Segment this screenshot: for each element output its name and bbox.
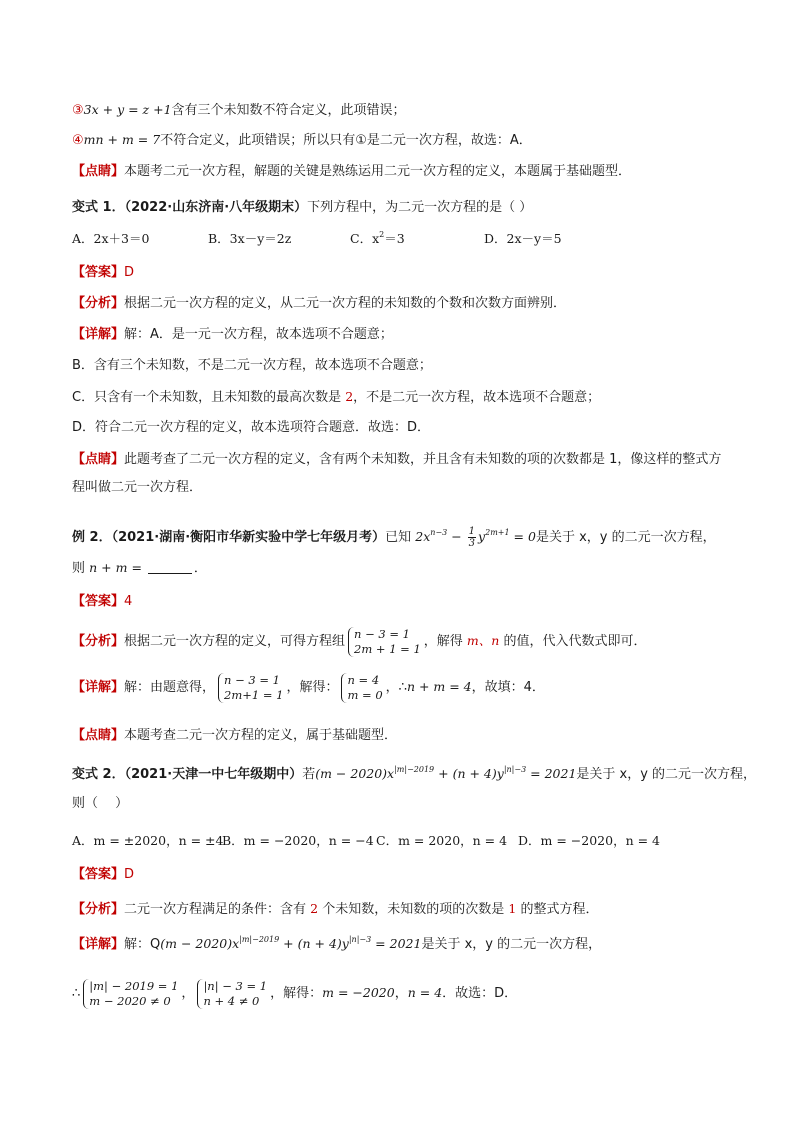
line-text: ． bbox=[193, 561, 207, 576]
comment-tag: 【点睛】 bbox=[72, 164, 125, 179]
detail-tag: 【详解】 bbox=[72, 327, 125, 342]
comment-line-2 bbox=[72, 446, 734, 502]
example-2-title: 例 2．（2021·湖南·衡阳市华新实验中学七年级月考） bbox=[72, 530, 386, 545]
equation-system: n − 3 = 1 2m+1 = 1 bbox=[218, 673, 283, 703]
answer-value: 4 bbox=[124, 594, 133, 609]
answer-value: D bbox=[124, 867, 135, 882]
option-b: B．m = −2020，n = −4 bbox=[222, 833, 374, 848]
comment-line bbox=[72, 160, 734, 184]
equation: $(m - 2020)x^{|m|-2019} + (n + 4)y^{|n|-3} = 2021$ bbox=[315, 765, 577, 781]
option-b: B．3x－y＝2z bbox=[208, 231, 292, 246]
item-number: ③ bbox=[72, 103, 84, 118]
answer-tag: 【答案】 bbox=[72, 594, 125, 609]
detail-text: ，不是二元一次方程，故本选项不合题意； bbox=[353, 390, 601, 405]
detail-text: ，故填：4． bbox=[471, 680, 545, 695]
variant-2-title: 变式 2．（2021·天津一中七年级期中） bbox=[72, 767, 303, 782]
equation-system: n − 3 = 1 2m + 1 = 1 bbox=[348, 627, 421, 657]
detail-text: ．故选：D． bbox=[442, 986, 518, 1001]
item-number: ④ bbox=[72, 133, 84, 148]
comment-text: 本题考查二元一次方程的定义，属于基础题型． bbox=[124, 728, 398, 743]
analysis-text: 的整式方程． bbox=[516, 902, 599, 917]
detail-text: 是关于 x，y 的二元一次方程， bbox=[421, 937, 602, 952]
variant-2-options bbox=[72, 829, 734, 853]
analysis-line bbox=[72, 292, 734, 316]
analysis-line-2 bbox=[72, 624, 734, 658]
detail-text: ， bbox=[394, 986, 408, 1001]
comment-line-3 bbox=[72, 724, 734, 748]
detail-line-2 bbox=[72, 670, 734, 704]
equation: m = −2020 bbox=[322, 985, 395, 1000]
detail-text: ， bbox=[181, 986, 195, 1001]
answer-line bbox=[72, 261, 734, 285]
option-d: D．2x－y＝5 bbox=[484, 231, 562, 246]
equation: $2x^{n-3}$ − $\frac{1}{3}$ $y^{2m+1} = 0$ bbox=[415, 526, 536, 549]
detail-text: 解：Q bbox=[124, 937, 161, 952]
analysis-text: 根据二元一次方程的定义，从二元一次方程的未知数的个数和次数方面辨别． bbox=[124, 296, 567, 311]
line-text: 则 bbox=[72, 561, 90, 576]
analysis-line-3 bbox=[72, 897, 734, 921]
degree-number: 1 bbox=[508, 901, 517, 916]
question-text: 已知 bbox=[385, 530, 416, 545]
detail-text: ，解得： bbox=[286, 680, 339, 695]
equation: $(m - 2020)x^{|m|-2019} + (n + 4)y^{|n|-3} = 2021$ bbox=[160, 935, 422, 951]
detail-line bbox=[72, 323, 734, 347]
detail-tag: 【详解】 bbox=[72, 680, 125, 695]
detail-text: C．只含有一个未知数，且未知数的最高次数是 bbox=[72, 390, 346, 405]
equation: n + m = bbox=[89, 560, 146, 575]
detail-line-d bbox=[72, 416, 734, 440]
detail-line-4 bbox=[72, 975, 734, 1011]
equation: mn + m = 7 bbox=[83, 132, 161, 147]
analysis-tag: 【分析】 bbox=[72, 902, 125, 917]
comment-tag: 【点睛】 bbox=[72, 452, 125, 467]
answer-value: D bbox=[124, 265, 135, 280]
detail-text: ，解得： bbox=[270, 986, 323, 1001]
solution-system: n = 4 m = 0 bbox=[341, 673, 382, 703]
variant-2-question bbox=[72, 760, 757, 788]
line-text: 含有三个未知数不符合定义，此项错误； bbox=[171, 103, 406, 118]
option-a: A．2x＋3＝0 bbox=[72, 231, 150, 246]
equation-system: |m| − 2019 = 1 m − 2020 ≠ 0 bbox=[83, 979, 178, 1009]
question-text: 下列方程中，为二元一次方程的是（ ） bbox=[307, 200, 533, 215]
analysis-tag: 【分析】 bbox=[72, 296, 125, 311]
detail-tag: 【详解】 bbox=[72, 937, 125, 952]
question-text: 是关于 x，y 的二元一次方程， bbox=[535, 530, 716, 545]
line-text: 不符合定义，此项错误；所以只有①是二元一次方程，故选：A． bbox=[160, 133, 532, 148]
question-text: 若 bbox=[302, 767, 316, 782]
detail-line-b bbox=[72, 354, 734, 378]
variant-1-title: 变式 1．（2022·山东济南·八年级期末） bbox=[72, 200, 308, 215]
fraction: $\frac{1}{3}$ bbox=[468, 526, 476, 549]
analysis-text: 根据二元一次方程的定义，可得方程组 bbox=[124, 634, 346, 649]
equation: n = 4 bbox=[407, 985, 443, 1000]
answer-blank[interactable] bbox=[148, 559, 192, 574]
detail-text: 解：由题意得， bbox=[124, 680, 216, 695]
example-2-blank-line bbox=[72, 556, 734, 580]
equation-system: |n| − 3 = 1 n + 4 ≠ 0 bbox=[197, 979, 267, 1009]
analysis-tag: 【分析】 bbox=[72, 634, 125, 649]
detail-text: 解：A．是一元一次方程，故本选项不合题意； bbox=[124, 327, 393, 342]
option-d: D．m = −2020，n = 4 bbox=[518, 833, 661, 848]
degree-number: 2 bbox=[345, 389, 354, 404]
detail-text: ∴ bbox=[72, 986, 81, 1001]
question-text: 是关于 x，y 的二元一次方程， bbox=[576, 767, 757, 782]
detail-text: B．含有三个未知数，不是二元一次方程，故本选项不合题意； bbox=[72, 358, 432, 373]
variable-names: m、n bbox=[466, 633, 500, 648]
unknown-count: 2 bbox=[310, 901, 319, 916]
detail-line-c bbox=[72, 385, 734, 409]
option-a: A．m = ±2020，n = ±4 bbox=[72, 833, 224, 848]
variant-1-question bbox=[72, 196, 734, 220]
answer-tag: 【答案】 bbox=[72, 867, 125, 882]
analysis-text: 二元一次方程满足的条件：含有 bbox=[124, 902, 311, 917]
answer-line-2 bbox=[72, 590, 734, 614]
answer-line-3 bbox=[72, 863, 734, 887]
question-text: 则（ ） bbox=[72, 796, 129, 811]
solution-line-3 bbox=[72, 98, 734, 122]
equation: n + m = 4 bbox=[406, 679, 472, 694]
detail-line-3 bbox=[72, 930, 734, 958]
variant-1-options bbox=[72, 227, 734, 251]
detail-text: D．符合二元一次方程的定义，故本选项符合题意．故选：D． bbox=[72, 420, 431, 435]
detail-text: ，∴ bbox=[385, 680, 407, 695]
comment-tag: 【点睛】 bbox=[72, 728, 125, 743]
analysis-text: ，解得 bbox=[423, 634, 467, 649]
option-c: C．m = 2020，n = 4 bbox=[376, 833, 508, 848]
variant-2-question-end bbox=[72, 792, 734, 816]
equation: 3x + y = z +1 bbox=[83, 102, 172, 117]
example-2-question bbox=[72, 522, 734, 552]
option-c: C．$x^2=3$ bbox=[350, 230, 405, 246]
comment-text: 此题考查了二元一次方程的定义，含有两个未知数，并且含有未知数的项的次数都是 1，像这样的整式方程叫做二元一次方程． bbox=[72, 452, 722, 495]
analysis-text: 的值，代入代数式即可． bbox=[499, 634, 647, 649]
comment-text: 本题考二元一次方程，解题的关键是熟练运用二元一次方程的定义，本题属于基础题型． bbox=[124, 164, 632, 179]
solution-line-4 bbox=[72, 128, 734, 152]
answer-tag: 【答案】 bbox=[72, 265, 125, 280]
analysis-text: 个未知数，未知数的项的次数是 bbox=[318, 902, 509, 917]
